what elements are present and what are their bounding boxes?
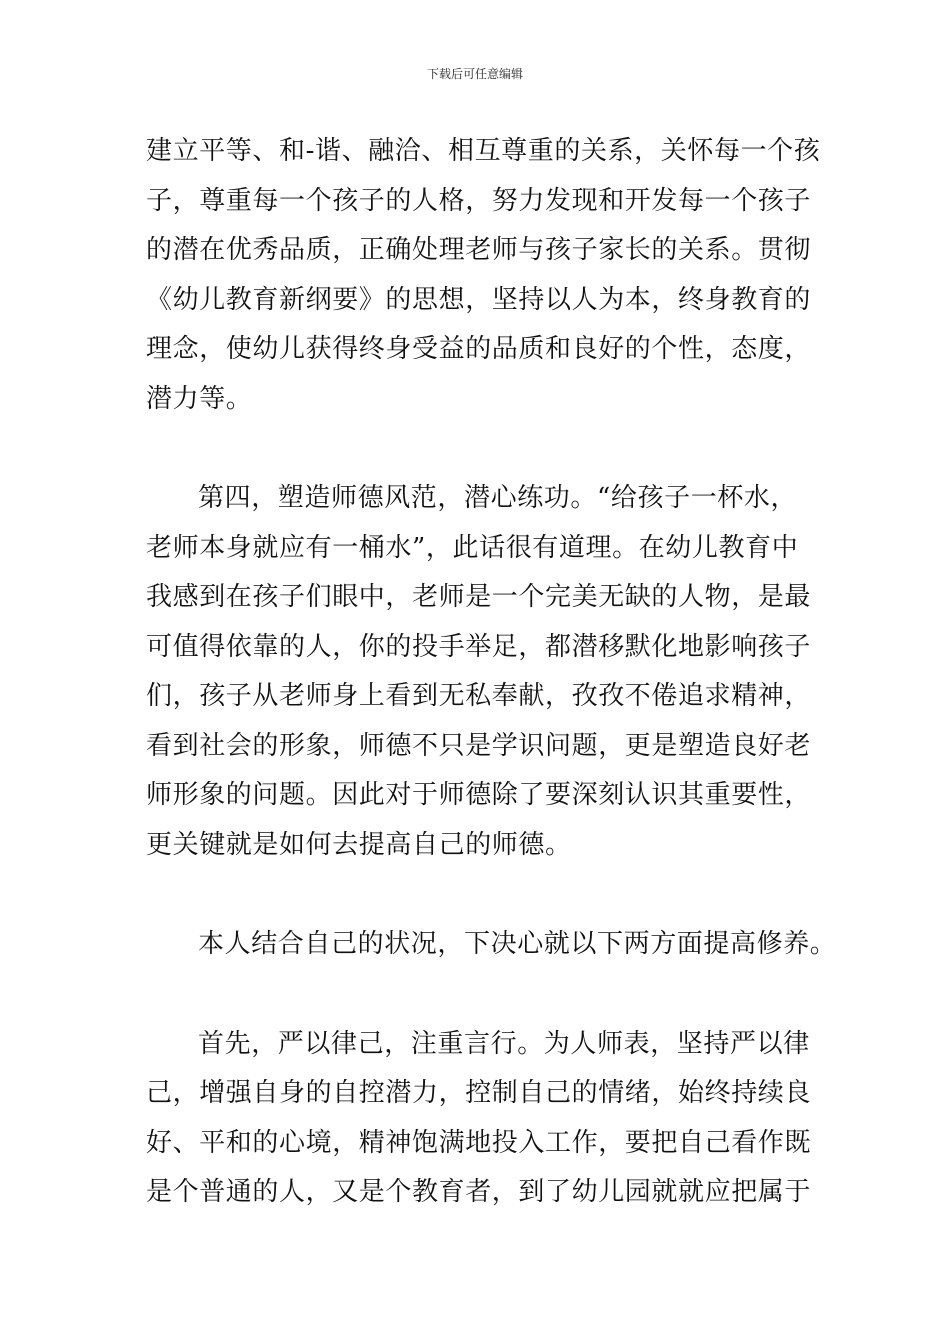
page-header-note: 下载后可任意编辑 [426,67,523,81]
text-line: 们，孩子从老师身上看到无私奉献，孜孜不倦追求精神， [146,681,812,711]
text-line: 《幼儿教育新纲要》的思想，坚持以人为本，终身教育的 [146,284,812,315]
document-body [146,127,837,1218]
text-line: 老师本身就应有一桶水”，此话很有道理。在幼儿教育中 [146,532,799,563]
text-line: 潜力等。 [146,383,253,414]
paragraph-3 [146,920,837,970]
text-line: 师形象的问题。因此对于师德除了要深刻认识其重要性， [146,780,812,810]
paragraph-2 [146,474,812,870]
paragraph-4 [146,1020,812,1218]
text-line: 是个普通的人，又是个教育者，到了幼儿园就就应把属于 [146,1177,812,1207]
text-line: 子，尊重每一个孩子的人格，努力发现和开发每一个孩子 [146,185,812,216]
text-line: 更关键就是如何去提高自己的师德。 [146,829,572,860]
text-line: 本人结合自己的状况，下决心就以下两方面提高修养。 [198,929,837,959]
text-line: 好、平和的心境，精神饱满地投入工作，要把自己看作既 [146,1127,812,1158]
paragraph-1 [146,127,821,424]
text-line: 首先，严以律己，注重言行。为人师表，坚持严以律 [198,1028,810,1059]
text-line: 看到社会的形象，师德不只是学识问题，更是塑造良好老 [146,730,812,761]
text-line: 我感到在孩子们眼中，老师是一个完美无缺的人物，是最 [146,582,812,612]
text-line: 理念，使幼儿获得终身受益的品质和良好的个性，态度， [146,334,812,364]
text-line: 己，增强自身的自控潜力，控制自己的情绪，始终持续良 [146,1078,812,1108]
text-line: 第四，塑造师德风范，潜心练功。“给孩子一杯水， [198,483,798,513]
text-line: 可值得依靠的人，你的投手举足，都潜移默化地影响孩子 [146,631,812,662]
text-line: 的潜在优秀品质，正确处理老师与孩子家长的关系。贯彻 [146,235,812,265]
text-line: 建立平等、和-谐、融洽、相互尊重的关系，关怀每一个孩 [146,136,821,166]
